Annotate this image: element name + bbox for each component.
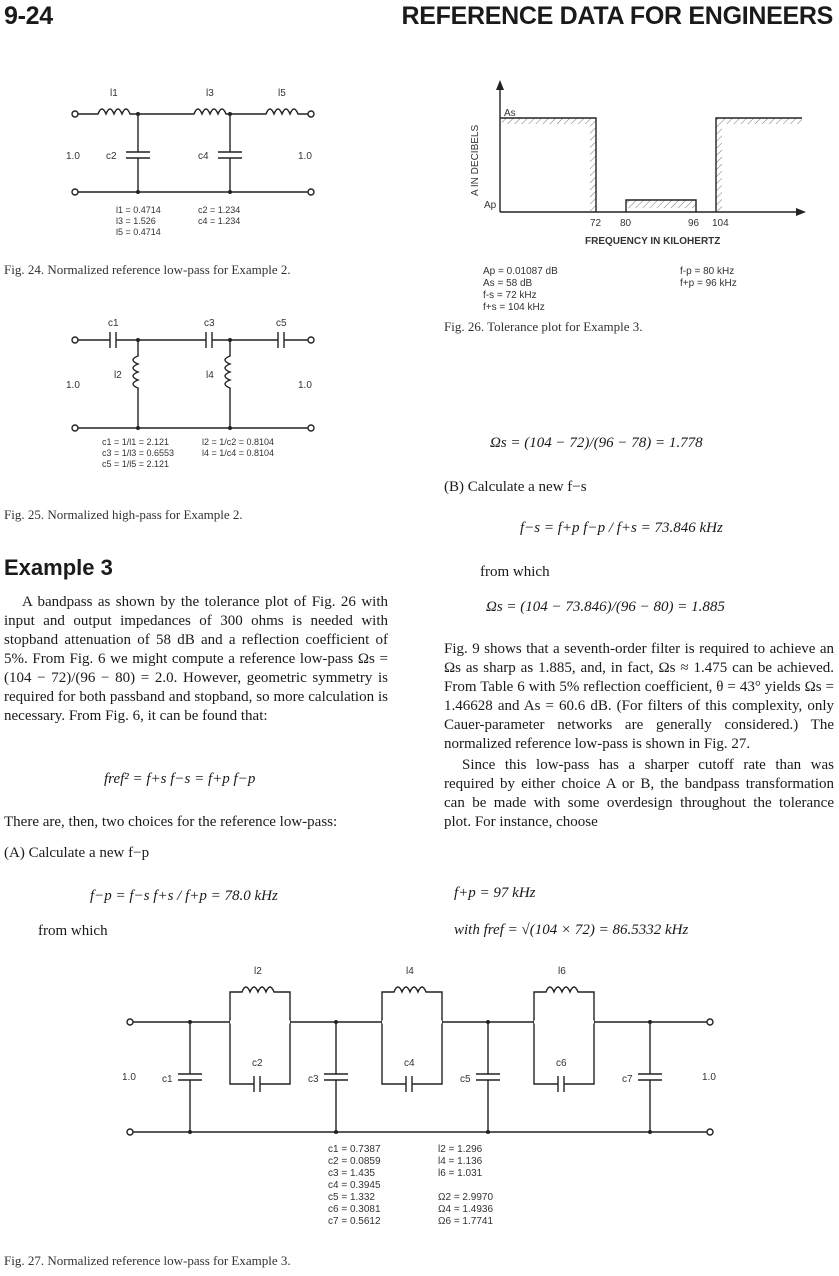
fig27-schematic [120,962,720,1242]
fig27-c3-label: c3 [308,1074,319,1085]
from-which: from which [480,564,550,580]
fig24-value: l1 = 0.4714 [116,205,161,215]
fig26-stopband-left [502,118,596,124]
fig27-c4-label: c4 [404,1058,415,1069]
fig25-value: l2 = 1/c2 = 0.8104 [202,437,275,447]
fig24-value: c2 = 1.234 [198,205,241,215]
equation: f−p = f−s f+s / f+p = 78.0 kHz [90,888,278,904]
fig27-shunt-c3 [324,1022,348,1132]
fig27-c7-label: c7 [622,1074,633,1085]
fig27-value: l2 = 1.296 [438,1144,483,1155]
fig26-stopband-left-wall [590,124,596,212]
fig26-caption: Fig. 26. Tolerance plot for Example 3. [444,319,643,334]
fig26-xtick: 80 [620,218,632,229]
fig24-caption: Fig. 24. Normalized reference low-pass for Example 2. [4,262,291,277]
fig27-l2-label: l2 [254,966,262,977]
fig26-notes-right [680,266,737,290]
fig25-value: c1 = 1/l1 = 2.121 [102,437,170,447]
fig25-rout-label: 1.0 [298,380,312,391]
fig25-rin-label: 1.0 [66,380,80,391]
fig24-value: c4 = 1.234 [198,216,241,226]
fig27-value: Ω6 = 1.7741 [438,1216,494,1227]
fig27-value: c5 = 1.332 [328,1192,375,1203]
fig25-value: c3 = 1/l3 = 0.6553 [102,448,175,458]
fig27-value: c6 = 0.3081 [328,1204,381,1215]
fig24-l5-label: l5 [278,88,286,99]
fig27-value: c2 = 0.0859 [328,1156,381,1167]
fig27-shunt-c7 [638,1022,662,1132]
fig26-stopband-right-wall [716,124,722,212]
fig27-value: Ω2 = 2.9970 [438,1192,494,1203]
fig27-value: l6 = 1.031 [438,1168,483,1179]
page-number: 9-24 [4,2,53,30]
paragraph: A bandpass as shown by the tolerance plot of Fig. 26 with input and output impedances of 300 ohms is needed with stopband attenuation of 58 dB and a reflection coefficient of 5%. From Fig. 6 we might compute a reference low-pass Ωs = (104 − 72)/(96 − 80) = 2.0. However, geometric symmetry is required for both passband and stopband, so more calculation is necessary. From Fig. 6, it can be found that: [4,594,388,724]
fig25-l4-label: l4 [206,370,214,381]
fig25-value: l4 = 1/c4 = 0.8104 [202,448,275,458]
fig25-caption: Fig. 25. Normalized high-pass for Example 2. [4,507,243,522]
equation: Ωs = (104 − 72)/(96 − 78) = 1.778 [490,435,703,451]
fig24-l1-label: l1 [110,88,118,99]
fig27-shunt-c1 [178,1022,202,1132]
fig26-notes-left [483,266,558,314]
fig27-shunt-c5 [476,1022,500,1132]
fig27-value: c1 = 0.7387 [328,1144,381,1155]
fig26-xlabel: FREQUENCY IN KILOHERTZ [585,236,721,247]
fig24-schematic [66,82,330,242]
fig26-xtick: 96 [688,218,700,229]
fig26-note: As = 58 dB [483,278,533,289]
fig26-note: f+p = 96 kHz [680,278,737,289]
running-title: REFERENCE DATA FOR ENGINEERS [401,2,833,30]
fig25-c1-label: c1 [108,318,119,329]
fig27-c2-label: c2 [252,1058,263,1069]
fig26-as-label: As [504,108,516,119]
fig27-tank-2 [230,987,290,1092]
choice-a: (A) Calculate a new f−p [4,845,150,861]
equation: f−s = f+p f−p / f+s = 73.846 kHz [520,520,723,536]
from-which: from which [38,923,108,939]
fig27-c5-label: c5 [460,1074,471,1085]
fig24-c2-label: c2 [106,151,117,162]
fig27-rin-label: 1.0 [122,1072,136,1083]
fig24-c4-label: c4 [198,151,209,162]
fig25-value: c5 = 1/l5 = 2.121 [102,459,170,469]
fig24-l3-label: l3 [206,88,214,99]
fig26-xtick: 104 [712,218,729,229]
fig27-c1-label: c1 [162,1074,173,1085]
fig27-value: c3 = 1.435 [328,1168,375,1179]
fig26-note: f-s = 72 kHz [483,290,537,301]
fig26-stopband-right [716,118,802,124]
fig25-c5-label: c5 [276,318,287,329]
paragraph: There are, then, two choices for the reference low-pass: [4,814,338,830]
fig26-ylabel: A IN DECIBELS [470,124,481,196]
equation: with fref = √(104 × 72) = 86.5332 kHz [454,922,689,938]
fig24-value: l3 = 1.526 [116,216,156,226]
fig25-schematic [66,318,330,478]
fig25-c3-label: c3 [204,318,215,329]
fig26-note: Ap = 0.01087 dB [483,266,558,277]
fig27-caption: Fig. 27. Normalized reference low-pass for Example 3. [4,1253,291,1268]
fig24-rin-label: 1.0 [66,151,80,162]
choice-b: (B) Calculate a new f−s [444,479,587,495]
fig24-value: l5 = 0.4714 [116,227,161,237]
fig26-tolerance-plot [440,78,820,258]
paragraph: Since this low-pass has a sharper cutoff rate than was required by either choice A or B, the bandpass transformation can be made with some overdesign throughout the tolerance plot. For instance, choose [444,757,834,830]
fig27-value: Ω4 = 1.4936 [438,1204,494,1215]
paragraph: Fig. 9 shows that a seventh-order filter is required to achieve an Ωs as sharp as 1.885, and, in fact, Ωs ≈ 1.475 can be achieved. From Table 6 with 5% reflection coefficient, θ = 43° yields Ωs = 1.46628 and As = 60.6 dB. (For filters of this complexity, only Cauer-parameter networks are generally considered.) The normalized reference low-pass is shown in Fig. 27. [444,641,834,752]
fig27-value: l4 = 1.136 [438,1156,483,1167]
fig25-l2-label: l2 [114,370,122,381]
fig27-rout-label: 1.0 [702,1072,716,1083]
fig26-ap-label: Ap [484,200,497,211]
fig27-value: c4 = 0.3945 [328,1180,381,1191]
fig27-value: c7 = 0.5612 [328,1216,381,1227]
fig26-xtick: 72 [590,218,602,229]
equation: Ωs = (104 − 73.846)/(96 − 80) = 1.885 [486,599,725,615]
fig26-note: f+s = 104 kHz [483,302,545,313]
fig26-note: f-p = 80 kHz [680,266,735,277]
equation: f+p = 97 kHz [454,885,536,901]
fig27-l4-label: l4 [406,966,414,977]
section-title: Example 3 [4,555,113,580]
fig24-rout-label: 1.0 [298,151,312,162]
equation: fref² = f+s f−s = f+p f−p [104,771,256,787]
fig27-tank-4 [382,987,442,1092]
fig27-c6-label: c6 [556,1058,567,1069]
fig27-l6-label: l6 [558,966,566,977]
fig27-tank-6 [534,987,594,1092]
fig26-passband [626,200,696,208]
